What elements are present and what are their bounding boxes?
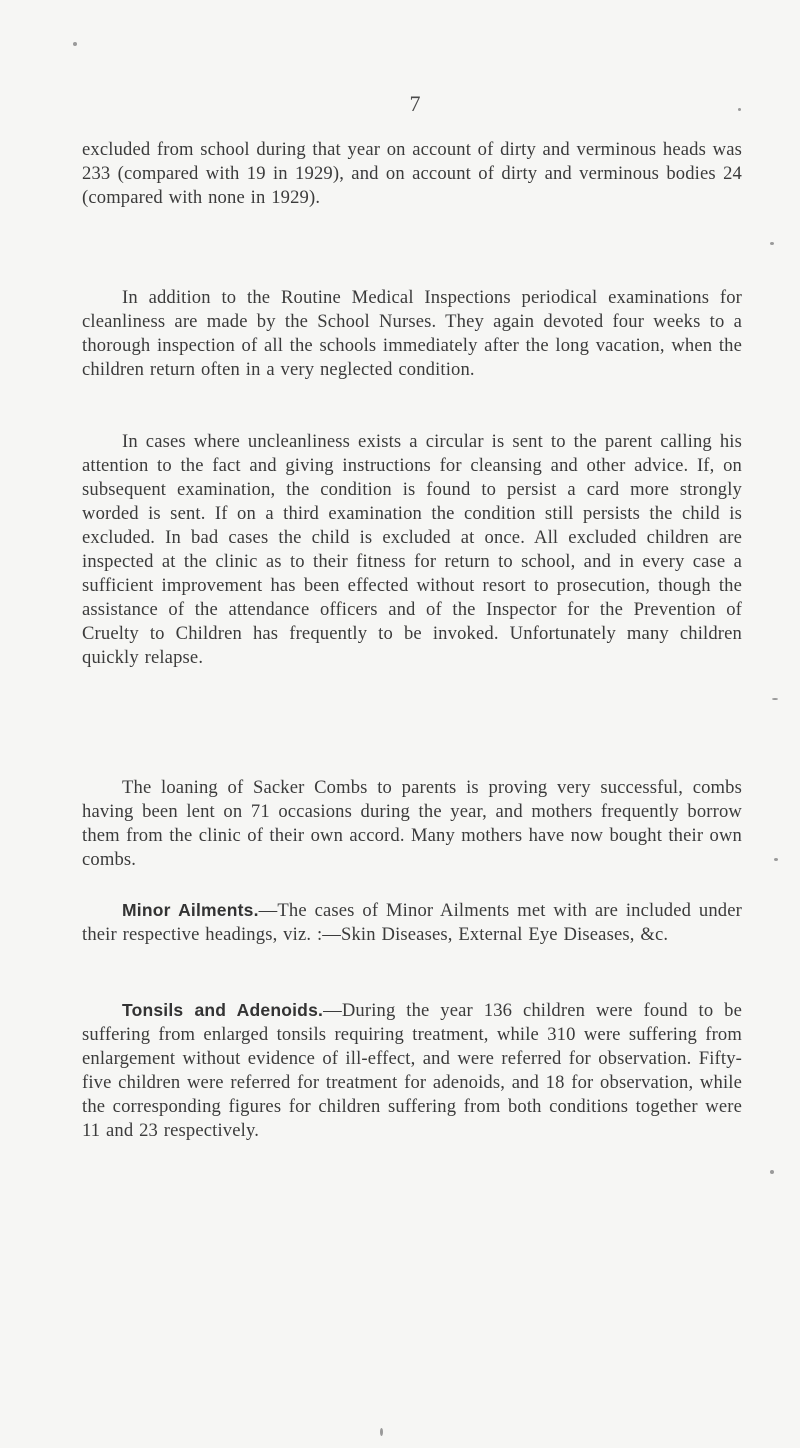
section-minor-ailments bbox=[82, 898, 742, 947]
section-tonsils-adenoids bbox=[82, 998, 742, 1143]
minor-ailments-heading: Minor Ailments. bbox=[122, 900, 259, 920]
tonsils-adenoids-heading: Tonsils and Adenoids. bbox=[122, 1000, 324, 1020]
scan-speck bbox=[772, 698, 778, 700]
tonsils-adenoids-body: —During the year 136 children were found to be suffering from enlarged tonsils requiring treatment, while 310 were suffering from enlargement without evidence of ill-effect, and were referred for observation. Fifty-five children were referred for treatment for adenoids, and 18 for observation, while the corresponding figures for children suffering from both conditions together were 11 and 23 respectively. bbox=[82, 1000, 742, 1141]
minor-ailments-body: —The cases of Minor Ailments met with are included under their respective headings, viz. :—Skin Diseases, External Eye Diseases, &c. bbox=[82, 900, 742, 945]
scan-speck bbox=[380, 1428, 383, 1436]
scan-speck bbox=[770, 1170, 774, 1174]
scan-speck bbox=[738, 108, 741, 111]
scan-speck bbox=[73, 42, 77, 46]
page-number: 7 bbox=[409, 91, 421, 116]
paragraph-sacker-combs: The loaning of Sacker Combs to parents is proving very successful, combs having been lent on 71 occasions during the year, and mothers frequently borrow them from the clinic of their own accord. Many mothers have now bought their own combs. bbox=[82, 777, 742, 870]
paragraph-cleanliness-examinations: In addition to the Routine Medical Inspections periodical examinations for cleanliness are made by the School Nurses. They again devoted four weeks to a thorough inspection of all the schools immediately after the long vacation, when the children return often in a very neglected condition. bbox=[82, 287, 742, 380]
scan-speck bbox=[770, 242, 774, 245]
paragraph-excluded-children: excluded from school during that year on account of dirty and verminous heads was 233 (compared with 19 in 1929), and on account of dirty and verminous bodies 24 (compared with none in 1929). bbox=[82, 139, 742, 208]
paragraph-uncleanliness-procedure: In cases where uncleanliness exists a circular is sent to the parent calling his attention to the fact and giving instructions for cleansing and other advice. If, on subsequent examination, the condition is found to persist a card more strongly worded is sent. If on a third examination the condition still persists the child is excluded. In bad cases the child is excluded at once. All excluded children are inspected at the clinic as to their fitness for return to school, and in every case a sufficient improvement has been effected without resort to prosecution, though the assistance of the attendance officers and of the Inspector for the Prevention of Cruelty to Children has frequently to be invoked. Unfortunately many children quickly relapse. bbox=[82, 431, 742, 668]
scan-speck bbox=[774, 858, 778, 861]
